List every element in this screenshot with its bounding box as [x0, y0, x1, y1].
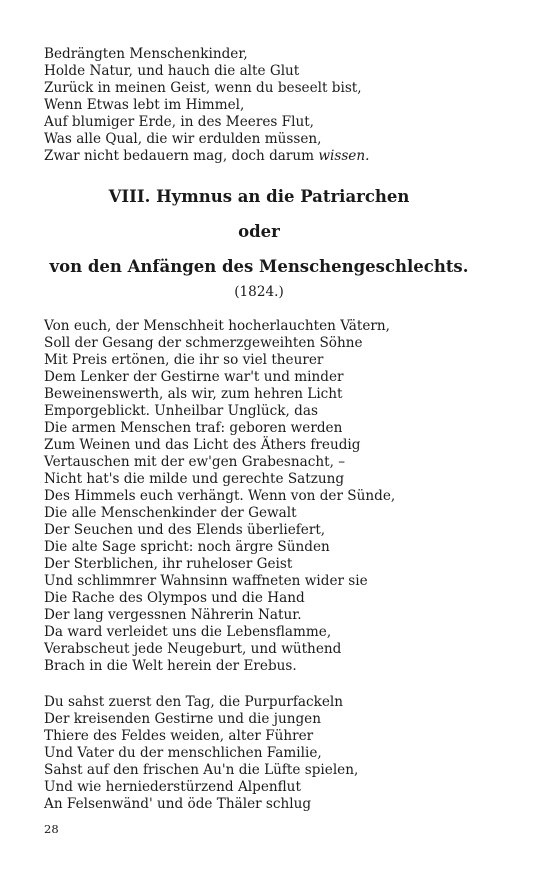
poem-line: Der Seuchen und des Elends überliefert,	[44, 522, 326, 538]
poem-line: Die alte Sage spricht: noch ärgre Sünden	[44, 539, 330, 555]
poem-line: Soll der Gesang der schmerzgeweihten Söhne	[44, 335, 363, 351]
poem-line: Emporgeblickt. Unheilbar Unglück, das	[44, 403, 318, 419]
poem-line: An Felsenwänd' und öde Thäler schlug	[44, 796, 312, 812]
poem-line: Da ward verleidet uns die Lebensflamme,	[44, 624, 332, 640]
poem-line: Beweinenswerth, als wir, zum hehren Licht	[44, 386, 343, 402]
stanza-1	[44, 318, 514, 675]
poem-line: Brach in die Welt herein der Erebus.	[44, 658, 297, 674]
page-number: 28	[44, 822, 59, 836]
poem-line: Nicht hat's die milde und gerechte Satzung	[44, 471, 345, 487]
poem-line: Und schlimmrer Wahnsinn waffneten wider sie	[44, 573, 368, 589]
poem-subtitle: von den Anfängen des Menschengeschlechts.	[49, 257, 469, 276]
poem-line: Verabscheut jede Neugeburt, und wüthend	[44, 641, 342, 657]
poem-year: (1824.)	[234, 284, 284, 300]
poem-line: Auf blumiger Erde, in des Meeres Flut,	[44, 114, 314, 130]
poem-line: Was alle Qual, die wir erdulden müssen,	[44, 131, 322, 147]
poem-line: Und Vater du der menschlichen Familie,	[44, 745, 322, 761]
poem-line: Und wie herniederstürzend Alpenflut	[44, 779, 301, 795]
poem-line-italic: wissen.	[318, 148, 370, 164]
poem-line: Zurück in meinen Geist, wenn du beseelt bist,	[44, 80, 362, 96]
poem-line: Thiere des Feldes weiden, alter Führer	[44, 728, 314, 744]
book-page	[44, 46, 514, 813]
poem-line: Die Rache des Olympos und die Hand	[44, 590, 305, 606]
poem-line: Der kreisenden Gestirne und die jungen	[44, 711, 321, 727]
poem-line: Holde Natur, und hauch die alte Glut	[44, 63, 300, 79]
poem-line: Der Sterblichen, ihr ruheloser Geist	[44, 556, 293, 572]
poem-line: Dem Lenker der Gestirne war't und minder	[44, 369, 344, 385]
poem-line: Des Himmels euch verhängt. Wenn von der Sünde,	[44, 488, 396, 504]
poem-line-text: Zwar nicht bedauern mag, doch darum	[44, 148, 319, 164]
poem-line: Der lang vergessnen Nährerin Natur.	[44, 607, 302, 623]
poem-line: Bedrängten Menschenkinder,	[44, 46, 248, 62]
stanza-2	[44, 694, 514, 813]
poem-line: Du sahst zuerst den Tag, die Purpurfackeln	[44, 694, 343, 710]
poem-line: Wenn Etwas lebt im Himmel,	[44, 97, 245, 113]
poem-line: Sahst auf den frischen Au'n die Lüfte spielen,	[44, 762, 359, 778]
poem-line-last	[44, 148, 514, 165]
poem-title-connector: oder	[238, 222, 280, 241]
intro-stanza	[44, 46, 514, 165]
poem-line: Von euch, der Menschheit hocherlauchten Vätern,	[44, 318, 390, 334]
poem-line: Die armen Menschen traf: geboren werden	[44, 420, 343, 436]
poem-title: VIII. Hymnus an die Patriarchen	[108, 187, 410, 206]
poem-line: Mit Preis ertönen, die ihr so viel theurer	[44, 352, 324, 368]
poem-line: Vertauschen mit der ew'gen Grabesnacht, –	[44, 454, 346, 470]
poem-line: Zum Weinen und das Licht des Äthers freudig	[44, 437, 361, 453]
poem-line: Die alle Menschenkinder der Gewalt	[44, 505, 297, 521]
